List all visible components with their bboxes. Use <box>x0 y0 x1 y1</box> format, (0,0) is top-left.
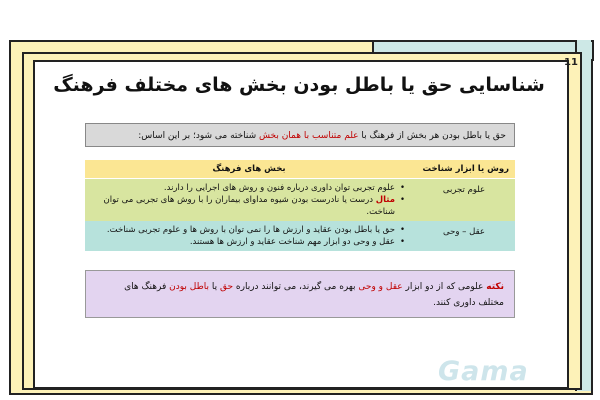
intro-suffix: شناخته می شود؛ بر این اساس: <box>138 131 260 141</box>
header-culture-parts: بخش های فرهنگ <box>85 160 413 179</box>
list-item-example <box>91 194 395 218</box>
note-truth: حق <box>219 282 234 292</box>
gama-watermark-logo: Gama <box>438 356 529 387</box>
table-header-row <box>85 160 515 179</box>
page-number: 11 <box>564 57 578 68</box>
row-content <box>85 221 413 251</box>
row-content <box>85 179 413 222</box>
header-method: روش یا ابزار شناخت <box>413 160 515 179</box>
example-text: درست یا نادرست بودن شیوه مداوای بیماران را با روش های تجربی می توان شناخت. <box>103 195 395 217</box>
bullet-list <box>91 182 407 218</box>
bullet-list <box>91 224 407 248</box>
note-text-4: فرهنگ های مختلف داوری کنند. <box>124 282 504 308</box>
list-item: • حق یا باطل بودن عقاید و ارزش ها را نمی توان با روش ها و علوم تجربی شناخت. <box>91 224 395 236</box>
example-label: مثال <box>375 195 395 205</box>
intro-statement <box>85 123 515 147</box>
intro-prefix: حق یا باطل بودن هر بخش از فرهنگ با <box>358 131 506 141</box>
table-row <box>85 179 515 222</box>
page-title: شناسایی حق یا باطل بودن بخش های مختلف فرهنگ <box>53 74 545 96</box>
note-text-1: علومی که از دو ابزار <box>402 282 487 292</box>
note-text-2: بهره می گیرند، می توانند درباره <box>233 282 359 292</box>
culture-knowledge-table <box>85 160 515 251</box>
intro-highlight: علم متناسب با همان بخش <box>259 131 359 141</box>
note-label: نکته <box>486 282 504 292</box>
list-item: • عقل و وحی دو ابزار مهم شناخت عقاید و ارزش ها هستند. <box>91 236 395 248</box>
row-method: عقل – وحی <box>413 221 515 251</box>
note-tools: عقل و وحی <box>358 282 403 292</box>
note-falsehood: باطل بودن <box>169 282 209 292</box>
note-text-3: یا <box>208 282 220 292</box>
list-item: • علوم تجربی توان داوری درباره فنون و روش های اجرایی را دارند. <box>91 182 395 194</box>
table-row <box>85 221 515 251</box>
row-method: علوم تجربی <box>413 179 515 222</box>
note-box <box>85 270 515 318</box>
